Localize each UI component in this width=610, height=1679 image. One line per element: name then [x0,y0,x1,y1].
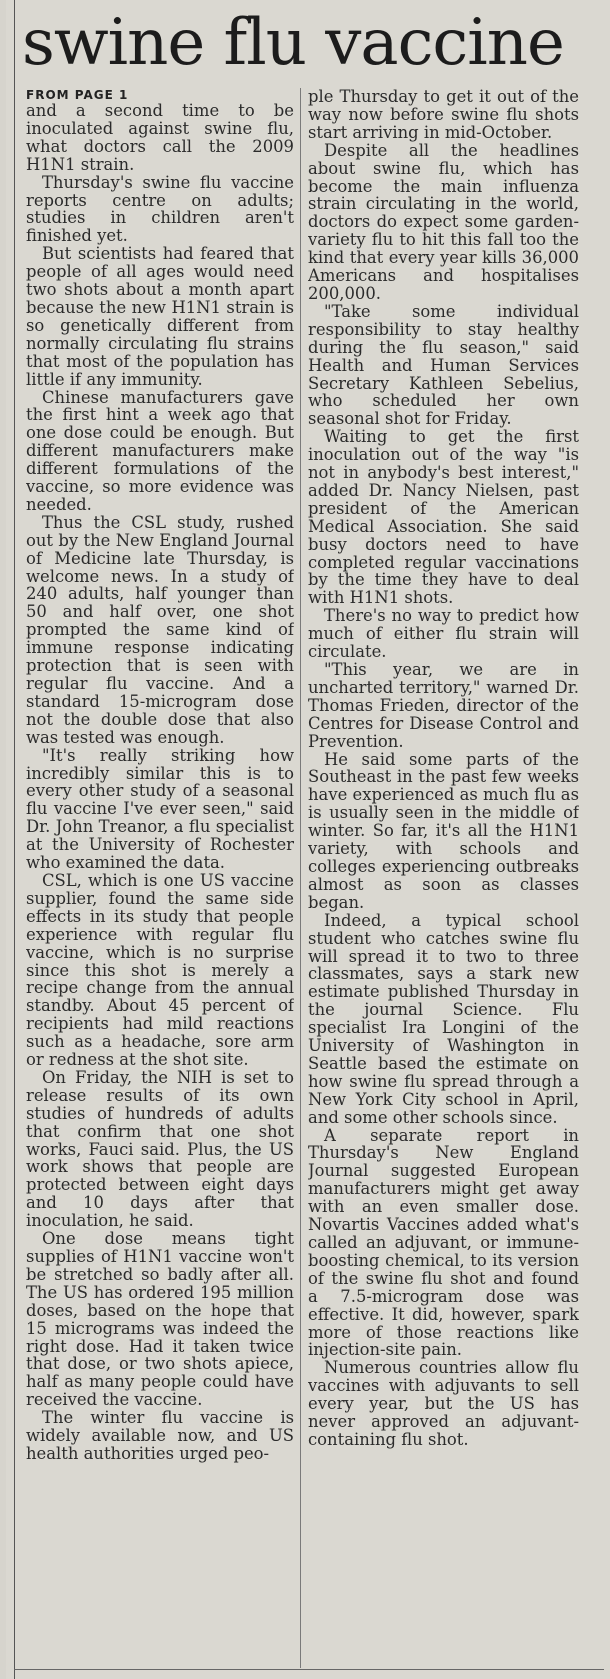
paragraph: There's no way to predict how much of either flu strain will circulate. [308,606,579,662]
bottom-border-rule [14,1669,604,1670]
from-page-label: FROM PAGE 1 [26,88,129,102]
paragraph: "It's really striking how incredibly similar this is to every other study of a seasonal flu vaccine I've ever seen," said Dr. John Treanor, a flu specialist at the University of Rochester who examined the data. [26,745,294,873]
paragraph: On Friday, the NIH is set to release results of its own studies of hundreds of adults that confirm that one shot works, Fauci said. Plus, the US work shows that people are protected between eight days and 10 days after that inoculation, he said. [26,1067,294,1231]
left-border-rule [14,0,15,1679]
paragraph: Chinese manufacturers gave the first hint a week ago that one dose could be enough. But different manufacturers make different formulations of the vaccine, so more evidence was needed. [26,387,294,514]
paragraph: Despite all the headlines about swine flu, which has become the main influenza strain circulating in the world, doctors do expect some garden-variety flu to hit this fall too the kind that every year kills 36,000 Americans and hospitalises 200,000. [308,140,579,303]
paragraph: Numerous countries allow flu vaccines with adjuvants to sell every year, but the US has never approved an adjuvant-containing flu shot. [308,1358,579,1449]
paragraph: But scientists had feared that people of all ages would need two shots about a month apart because the new H1N1 strain is so genetically different from normally circulating flu strains that most of the population has little if any immunity. [26,244,294,389]
paragraph: One dose means tight supplies of H1N1 vaccine won't be stretched so badly after all. The US has ordered 195 million doses, based on the hope that 15 micrograms was indeed the right dose. Had it taken twice that dose, or two shots apiece, half as many people could have received the vaccine. [26,1229,294,1410]
paragraph: A separate report in Thursday's New England Journal suggested European manufacturers might get away with an even smaller dose. Novartis Vaccines added what's called an adjuvant, or immune-boosting chemical, to its version of the swine flu shot and found a 7.5-microgram dose was effective. It did, however, spark more of those reactions like injection-site pain. [308,1125,579,1360]
paragraph: He said some parts of the Southeast in the past few weeks have experienced as much flu as is usually seen in the middle of winter. So far, it's all the H1N1 variety, with schools and colleges experiencing outbreaks almost as soon as classes began. [308,749,579,912]
paragraph: "Take some individual responsibility to stay healthy during the flu season," said Health and Human Services Secretary Kathleen Sebelius, who scheduled her own seasonal shot for Friday. [308,301,579,429]
paragraph: CSL, which is one US vaccine supplier, found the same side effects in its study that people experience with regular flu vaccine, which is no surprise since this shot is merely a recipe change from the annual standby. About 45 percent of recipients had mild reactions such as a headache, sore arm or redness at the shot site. [26,870,294,1070]
paragraph: and a second time to be inoculated against swine flu, what doctors call the 2009 H1N1 strain. [26,101,294,174]
column-left [26,88,294,1668]
paragraph: Indeed, a typical school student who catches swine flu will spread it to two to three classmates, says a stark new estimate published Thursday in the journal Science. Flu specialist Ira Longini of the University of Washington in Seattle based the estimate on how swine flu spread through a New York City school in April, and some other schools since. [308,910,579,1127]
column-divider [300,88,301,1668]
paragraph: Thus the CSL study, rushed out by the New England Journal of Medicine late Thursday, is welcome news. In a study of 240 adults, half younger than 50 and half over, one shot prompted the same kind of immune response indicating protection that is seen with regular flu vaccine. And a standard 15-microgram dose not the double dose that also was tested was enough. [26,512,294,747]
paragraph: ple Thursday to get it out of the way now before swine flu shots start arriving in mid-October. [308,88,579,142]
headline: swine flu vaccine [22,6,564,80]
paragraph: "This year, we are in uncharted territory," warned Dr. Thomas Frieden, director of the Centres for Disease Control and Prevention. [308,660,579,751]
paragraph: The winter flu vaccine is widely available now, and US health authorities urged peo- [26,1408,294,1463]
paragraph: Waiting to get the first inoculation out of the way "is not in anybody's best interest," added Dr. Nancy Nielsen, past president of the American Medical Association. She said busy doctors need to have completed regular vaccinations by the time they have to deal with H1N1 shots. [308,427,579,608]
paragraph: Thursday's swine flu vaccine reports centre on adults; studies in children aren't finished yet. [26,172,294,246]
column-right [308,88,579,1668]
